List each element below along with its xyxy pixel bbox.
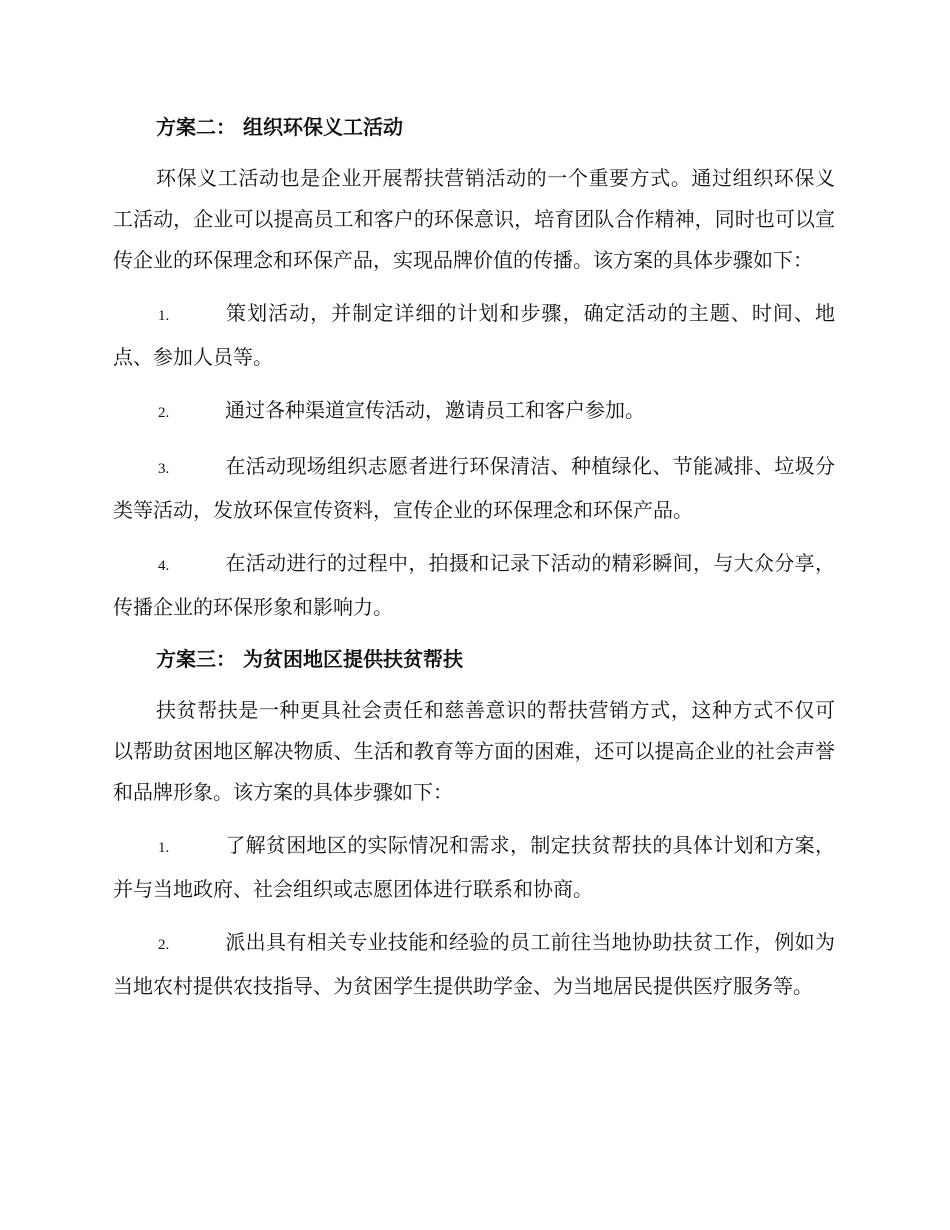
list-text: 在活动现场组织志愿者进行环保清洁、种植绿化、节能减排、垃圾分类等活动，发放环保宣传资料，宣传企业的环保理念和环保产品。 [113,454,835,522]
section-heading: 方案二： 组织环保义工活动 [156,115,403,139]
section-heading: 方案三： 为贫困地区提供扶贫帮扶 [156,647,463,671]
section-intro: 环保义工活动也是企业开展帮扶营销活动的一个重要方式。通过组织环保义工活动，企业可以提高员工和客户的环保意识，培育团队合作精神，同时也可以宣传企业的环保理念和环保产品，实现品牌价值的传播。该方案的具体步骤如下： [113,166,835,272]
list-text: 了解贫困地区的实际情况和需求，制定扶贫帮扶的具体计划和方案，并与当地政府、社会组织或志愿团体进行联系和协商。 [113,833,835,901]
list-number: 2. [158,937,170,953]
list-text: 通过各种渠道宣传活动，邀请员工和客户参加。 [225,398,645,422]
list-item [113,293,835,378]
list-item [113,390,835,434]
list-text: 策划活动，并制定详细的计划和步骤，确定活动的主题、时间、地点、参加人员等。 [113,301,835,369]
list-item [113,446,835,531]
section-intro: 扶贫帮扶是一种更具社会责任和慈善意识的帮扶营销方式，这种方式不仅可以帮助贫困地区解决物质、生活和教育等方面的困难，还可以提高企业的社会声誉和品牌形象。该方案的具体步骤如下： [113,698,835,804]
list-item [113,922,835,1007]
list-item [113,543,835,628]
list-number: 1. [158,840,170,856]
list-text: 在活动进行的过程中，拍摄和记录下活动的精彩瞬间，与大众分享，传播企业的环保形象和影响力。 [113,551,835,619]
list-text: 派出具有相关专业技能和经验的员工前往当地协助扶贫工作，例如为当地农村提供农技指导、为贫困学生提供助学金、为当地居民提供医疗服务等。 [113,930,835,998]
section-plan-two [113,108,835,628]
section-plan-three [113,640,835,1007]
document-page [113,108,835,1019]
list-number: 3. [158,461,170,477]
list-number: 1. [158,308,170,324]
list-item [113,825,835,910]
list-number: 2. [158,405,170,421]
list-number: 4. [158,558,170,574]
